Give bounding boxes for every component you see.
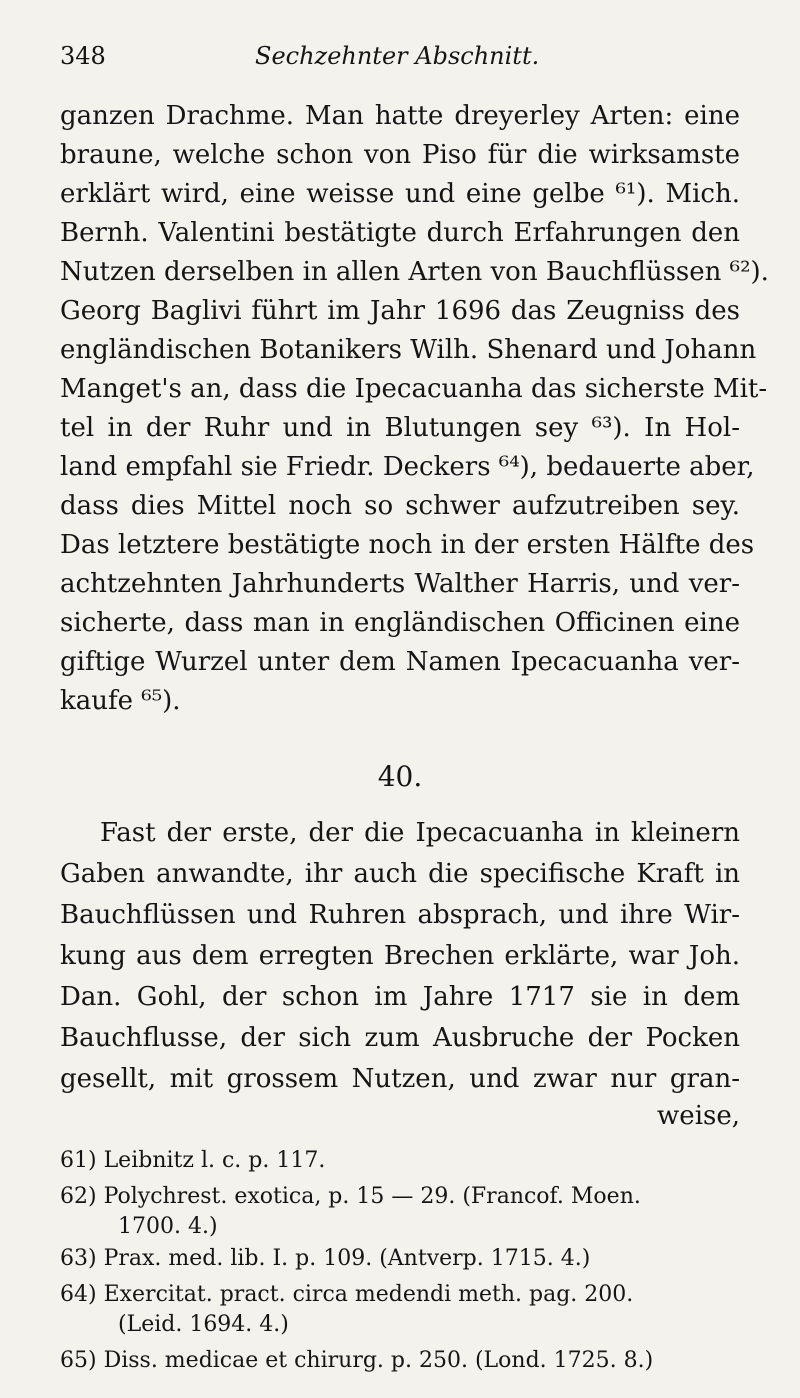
body-line: dass dies Mittel noch so schwer aufzutreiben sey. (60, 491, 740, 521)
body-line: sicherte, dass man in engländischen Officinen eine (60, 608, 740, 638)
body-line: Manget's an, dass die Ipecacuanha das sicherste Mit- (60, 374, 768, 404)
catchword: weise, (657, 1101, 740, 1131)
footnote-continuation: (Leid. 1694. 4.) (118, 1312, 289, 1337)
body-line: tel in der Ruhr und in Blutungen sey ⁶³). In Hol- (60, 413, 740, 443)
section-number: 40. (377, 760, 423, 793)
body-line: Das letztere bestätigte noch in der ersten Hälfte des (60, 530, 755, 560)
section-line: kung aus dem erregten Brechen erklärte, war Joh. (60, 941, 740, 971)
section-line: Gaben anwandte, ihr auch die specifische Kraft in (60, 859, 740, 889)
section-line: Fast der erste, der die Ipecacuanha in kleinern (100, 818, 740, 848)
footnote: 61) Leibnitz l. c. p. 117. (60, 1148, 326, 1173)
section-line: gesellt, mit grossem Nutzen, und zwar nur gran- (60, 1064, 740, 1094)
body-line: achtzehnten Jahrhunderts Walther Harris, und ver- (60, 569, 740, 599)
body-line: ganzen Drachme. Man hatte dreyerley Arten: eine (60, 101, 740, 131)
body-line: erklärt wird, eine weisse und eine gelbe ⁶¹). Mich. (60, 179, 740, 209)
body-line: land empfahl sie Friedr. Deckers ⁶⁴), bedauerte aber, (60, 452, 755, 482)
footnote: 64) Exercitat. pract. circa medendi meth. pag. 200. (60, 1282, 634, 1307)
section-line: Dan. Gohl, der schon im Jahre 1717 sie in dem (60, 982, 740, 1012)
section-line: Bauchflusse, der sich zum Ausbruche der Pocken (60, 1023, 740, 1053)
footnote-continuation: 1700. 4.) (118, 1214, 218, 1239)
body-line: giftige Wurzel unter dem Namen Ipecacuanha ver- (60, 647, 740, 677)
body-line: braune, welche schon von Piso für die wirksamste (60, 140, 740, 170)
page-header (60, 38, 760, 78)
footnote: 62) Polychrest. exotica, p. 15 — 29. (Francof. Moen. (60, 1184, 641, 1209)
running-head: Sechzehnter Abschnitt. (255, 42, 540, 70)
body-line: kaufe ⁶⁵). (60, 686, 181, 716)
section-line: Bauchflüssen und Ruhren absprach, und ihre Wir- (60, 900, 740, 930)
body-line: engländischen Botanikers Wilh. Shenard und Johann (60, 335, 757, 365)
body-line: Bernh. Valentini bestätigte durch Erfahrungen den (60, 218, 740, 248)
body-line: Nutzen derselben in allen Arten von Bauchflüssen ⁶²). (60, 257, 769, 287)
page-number: 348 (60, 42, 106, 70)
footnote: 65) Diss. medicae et chirurg. p. 250. (Lond. 1725. 8.) (60, 1348, 654, 1373)
footnote: 63) Prax. med. lib. I. p. 109. (Antverp. 1715. 4.) (60, 1246, 591, 1271)
body-line: Georg Baglivi führt im Jahr 1696 das Zeugniss des (60, 296, 740, 326)
